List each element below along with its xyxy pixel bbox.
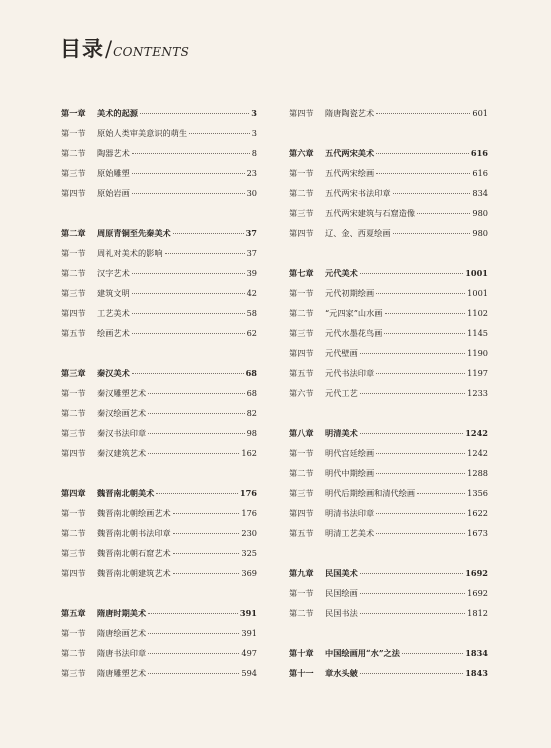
toc-entry-number: 第三节 (289, 208, 314, 218)
toc-entry-number: 第一章 (61, 108, 86, 118)
toc-page-number: 42 (246, 288, 257, 298)
toc-entry-number: 第三章 (61, 368, 86, 378)
toc-entry-number: 第三节 (61, 288, 86, 298)
toc-dot-leader (189, 133, 250, 134)
toc-page-number: 1812 (467, 608, 488, 618)
toc-entry-number: 第四节 (61, 448, 86, 458)
toc-page-number: 3 (251, 108, 257, 118)
toc-page-number: 369 (241, 568, 257, 578)
toc-section-row[interactable] (289, 583, 488, 603)
toc-entry-number: 第七章 (289, 268, 314, 278)
toc-entry-title: 民国绘画 (325, 588, 358, 598)
toc-dot-leader (173, 573, 240, 574)
toc-entry-number: 第四节 (289, 348, 314, 358)
toc-entry-number: 第四节 (61, 308, 86, 318)
toc-section-row[interactable] (61, 563, 257, 583)
toc-page-number: 30 (246, 188, 257, 198)
toc-left-column (61, 103, 257, 683)
toc-entry-number: 第三节 (289, 328, 314, 338)
toc-entry-title: 汉字艺术 (97, 268, 130, 278)
toc-entry-number: 第五节 (61, 328, 86, 338)
toc-entry-title: 魏晋南北朝美术 (97, 488, 155, 498)
toc-entry-title: 民国书法 (325, 608, 358, 618)
toc-dot-leader (156, 493, 238, 494)
toc-entry-title: 工艺美术 (97, 308, 130, 318)
toc-section-row[interactable] (289, 343, 488, 363)
toc-entry-number: 第一节 (289, 588, 314, 598)
toc-page-number: 176 (239, 488, 257, 498)
toc-section-row[interactable] (289, 163, 488, 183)
toc-dot-leader (376, 153, 469, 154)
toc-section-row[interactable] (61, 163, 257, 183)
toc-dot-leader (376, 293, 465, 294)
toc-section-row[interactable] (61, 543, 257, 563)
toc-entry-number: 第四节 (61, 568, 86, 578)
toc-section-row[interactable] (289, 103, 488, 123)
toc-section-row[interactable] (61, 283, 257, 303)
toc-entry-number: 第二节 (289, 188, 314, 198)
toc-entry-number: 第五章 (61, 608, 86, 618)
toc-page-number: 616 (472, 168, 488, 178)
toc-entry-title: 元代工艺 (325, 388, 358, 398)
toc-entry-title: 秦汉绘画艺术 (97, 408, 147, 418)
toc-entry-number: 第一节 (61, 128, 86, 138)
toc-entry-title: “元四家”山水画 (325, 308, 383, 318)
toc-dot-leader (132, 273, 245, 274)
toc-entry-title: 隋唐陶瓷艺术 (325, 108, 375, 118)
toc-entry-number: 第二节 (61, 528, 86, 538)
toc-page-number: 325 (241, 548, 257, 558)
toc-dot-leader (360, 673, 463, 674)
toc-entry-title: 元代水墨花鸟画 (325, 328, 383, 338)
toc-right-column (289, 103, 488, 683)
toc-section-row[interactable] (289, 523, 488, 543)
toc-entry-number: 第四节 (289, 228, 314, 238)
toc-section-row[interactable] (289, 503, 488, 523)
toc-section-row[interactable] (61, 303, 257, 323)
toc-dot-leader (148, 433, 244, 434)
toc-page-number: 391 (241, 628, 257, 638)
toc-page-number: 391 (239, 608, 257, 618)
toc-dot-leader (132, 153, 250, 154)
toc-dot-leader (148, 653, 239, 654)
toc-section-row[interactable] (289, 183, 488, 203)
toc-page-number: 230 (241, 528, 257, 538)
toc-spacer (289, 623, 488, 643)
toc-dot-leader (376, 113, 470, 114)
toc-page-number: 62 (246, 328, 257, 338)
toc-section-row[interactable] (61, 623, 257, 643)
toc-entry-title: 魏晋南北朝绘画艺术 (97, 508, 171, 518)
toc-dot-leader (376, 533, 465, 534)
toc-page-number: 58 (246, 308, 257, 318)
toc-entry-number: 第八章 (289, 428, 314, 438)
toc-dot-leader (173, 513, 240, 514)
toc-dot-leader (132, 333, 245, 334)
toc-dot-leader (140, 113, 249, 114)
toc-entry-title: 建筑文明 (97, 288, 130, 298)
toc-chapter-row[interactable] (289, 643, 488, 663)
toc-entry-title: 明清书法印章 (325, 508, 375, 518)
title-slash: / (105, 37, 113, 61)
toc-entry-title: 民国美术 (325, 568, 358, 578)
toc-entry-title: 绘画艺术 (97, 328, 130, 338)
toc-entry-number: 第一节 (289, 448, 314, 458)
toc-entry-title: 魏晋南北朝石窟艺术 (97, 548, 171, 558)
toc-page-number: 1356 (467, 488, 488, 498)
toc-entry-title: 秦汉建筑艺术 (97, 448, 147, 458)
toc-section-row[interactable] (289, 363, 488, 383)
toc-spacer (289, 243, 488, 263)
toc-entry-number: 第一节 (61, 628, 86, 638)
toc-section-row[interactable] (289, 383, 488, 403)
toc-entry-title: 元代书法印章 (325, 368, 375, 378)
toc-entry-title: 明清美术 (325, 428, 358, 438)
toc-section-row[interactable] (61, 503, 257, 523)
toc-entry-title: 隋唐时期美术 (97, 608, 147, 618)
toc-page-number: 82 (246, 408, 257, 418)
toc-dot-leader (132, 293, 245, 294)
toc-entry-number: 第四章 (61, 488, 86, 498)
toc-dot-leader (360, 573, 463, 574)
title-english: CONTENTS (113, 45, 190, 59)
toc-page-number: 1233 (467, 388, 488, 398)
toc-dot-leader (393, 233, 471, 234)
toc-dot-leader (148, 413, 244, 414)
toc-spacer (289, 403, 488, 423)
toc-dot-leader (165, 253, 245, 254)
toc-entry-title: 辽、金、西夏绘画 (325, 228, 391, 238)
toc-entry-number: 第二节 (61, 408, 86, 418)
toc-section-row[interactable] (61, 663, 257, 683)
toc-section-row[interactable] (61, 143, 257, 163)
toc-entry-number: 第三节 (61, 668, 86, 678)
toc-chapter-row[interactable] (289, 563, 488, 583)
toc-page-number: 1001 (467, 288, 488, 298)
toc-entry-number: 第四节 (289, 108, 314, 118)
toc-entry-title: 明代中期绘画 (325, 468, 375, 478)
toc-dot-leader (360, 593, 465, 594)
toc-dot-leader (360, 433, 463, 434)
toc-entry-number: 第一节 (289, 288, 314, 298)
toc-page-number: 1197 (467, 368, 488, 378)
toc-entry-number: 第一节 (61, 388, 86, 398)
toc-dot-leader (132, 173, 245, 174)
toc-entry-number: 第五节 (289, 528, 314, 538)
toc-chapter-row[interactable] (61, 363, 257, 383)
toc-section-row[interactable] (289, 223, 488, 243)
toc-spacer (289, 123, 488, 143)
toc-entry-title: 隋唐绘画艺术 (97, 628, 147, 638)
toc-chapter-row[interactable] (289, 143, 488, 163)
toc-entry-title: 秦汉书法印章 (97, 428, 147, 438)
toc-dot-leader (173, 533, 240, 534)
toc-page-number: 980 (472, 208, 488, 218)
toc-page-number: 1102 (467, 308, 488, 318)
toc-page-number: 68 (246, 388, 257, 398)
toc-section-row[interactable] (289, 303, 488, 323)
toc-entry-number: 第九章 (289, 568, 314, 578)
toc-page-number: 1692 (467, 588, 488, 598)
toc-section-row[interactable] (289, 603, 488, 623)
toc-chapter-row[interactable] (61, 603, 257, 623)
toc-dot-leader (402, 653, 463, 654)
toc-dot-leader (376, 373, 465, 374)
toc-entry-title: 原始人类审美意识的萌生 (97, 128, 188, 138)
toc-spacer (61, 463, 257, 483)
toc-entry-title: 周原青铜至先秦美术 (97, 228, 171, 238)
toc-entry-title: 秦汉雕塑艺术 (97, 388, 147, 398)
toc-page-number: 37 (246, 248, 257, 258)
toc-entry-title: 元代初期绘画 (325, 288, 375, 298)
toc-page-number: 1673 (467, 528, 488, 538)
toc-page-number: 176 (241, 508, 257, 518)
toc-entry-title: 原始岩画 (97, 188, 130, 198)
toc-entry-number: 第一节 (289, 168, 314, 178)
toc-page-number: 1622 (467, 508, 488, 518)
toc-chapter-row[interactable] (61, 483, 257, 503)
toc-page-number: 497 (241, 648, 257, 658)
toc-chapter-row[interactable] (61, 103, 257, 123)
toc-entry-number: 第三节 (61, 548, 86, 558)
page-title (60, 33, 189, 63)
toc-dot-leader (417, 213, 470, 214)
toc-entry-number: 第四节 (289, 508, 314, 518)
toc-entry-number: 第三节 (61, 428, 86, 438)
toc-dot-leader (376, 513, 465, 514)
toc-page-number: 1843 (465, 668, 488, 678)
toc-section-row[interactable] (61, 423, 257, 443)
toc-section-row[interactable] (61, 403, 257, 423)
toc-entry-title: 五代两宋绘画 (325, 168, 375, 178)
toc-page-number: 68 (245, 368, 257, 378)
toc-section-row[interactable] (61, 443, 257, 463)
toc-page-number: 834 (472, 188, 488, 198)
toc-entry-number: 第一节 (61, 248, 86, 258)
toc-entry-title: 五代两宋美术 (325, 148, 375, 158)
toc-section-row[interactable] (61, 523, 257, 543)
toc-entry-title: 明代宫廷绘画 (325, 448, 375, 458)
toc-entry-number: 第六节 (289, 388, 314, 398)
toc-chapter-row[interactable] (289, 263, 488, 283)
toc-spacer (61, 203, 257, 223)
toc-entry-number: 第二节 (61, 648, 86, 658)
toc-section-row[interactable] (61, 183, 257, 203)
toc-dot-leader (148, 613, 238, 614)
toc-page-number: 1242 (465, 428, 488, 438)
toc-dot-leader (360, 613, 465, 614)
toc-dot-leader (173, 233, 244, 234)
toc-entry-title: 魏晋南北朝建筑艺术 (97, 568, 171, 578)
toc-section-row[interactable] (61, 123, 257, 143)
toc-dot-leader (417, 493, 465, 494)
toc-page-number: 1190 (467, 348, 488, 358)
toc-entry-title: 元代美术 (325, 268, 358, 278)
toc-section-row[interactable] (289, 443, 488, 463)
toc-dot-leader (385, 313, 466, 314)
toc-entry-number: 第二节 (289, 308, 314, 318)
toc-entry-number: 第一节 (61, 508, 86, 518)
toc-section-row[interactable] (289, 463, 488, 483)
toc-dot-leader (376, 473, 465, 474)
toc-entry-title: 五代两宋书法印章 (325, 188, 391, 198)
toc-section-row[interactable] (61, 243, 257, 263)
toc-entry-title: 元代壁画 (325, 348, 358, 358)
toc-section-row[interactable] (289, 203, 488, 223)
toc-dot-leader (132, 373, 244, 374)
toc-entry-title: 原始雕塑 (97, 168, 130, 178)
toc-dot-leader (148, 453, 239, 454)
toc-entry-number: 第六章 (289, 148, 314, 158)
toc-entry-title: 隋唐书法印章 (97, 648, 147, 658)
toc-dot-leader (360, 353, 465, 354)
toc-entry-title: 美术的起源 (97, 108, 138, 118)
toc-section-row[interactable] (289, 483, 488, 503)
toc-entry-title: 明清工艺美术 (325, 528, 375, 538)
toc-page-number: 1692 (465, 568, 488, 578)
toc-chapter-row[interactable] (61, 223, 257, 243)
toc-page-number: 39 (246, 268, 257, 278)
toc-entry-number: 第四节 (61, 188, 86, 198)
toc-page-number: 980 (472, 228, 488, 238)
toc-entry-title: 章水头皴 (325, 668, 358, 678)
toc-entry-number: 第二章 (61, 228, 86, 238)
toc-dot-leader (132, 313, 245, 314)
toc-dot-leader (173, 553, 240, 554)
toc-entry-title: 五代两宋建筑与石窟造像 (325, 208, 416, 218)
toc-entry-number: 第二节 (61, 268, 86, 278)
toc-entry-title: 明代后期绘画和清代绘画 (325, 488, 416, 498)
toc-page-number: 616 (470, 148, 488, 158)
toc-dot-leader (384, 333, 465, 334)
toc-dot-leader (360, 273, 463, 274)
toc-entry-title: 中国绘画用“水”之法 (325, 648, 400, 658)
toc-entry-number: 第十章 (289, 648, 314, 658)
toc-page-number: 1145 (467, 328, 488, 338)
toc-dot-leader (148, 673, 239, 674)
toc-page-number: 601 (472, 108, 488, 118)
toc-page-number: 594 (241, 668, 257, 678)
toc-chapter-row[interactable] (289, 423, 488, 443)
toc-spacer (61, 583, 257, 603)
toc-entry-number: 第十一 (289, 668, 314, 678)
toc-chapter-row[interactable] (289, 663, 488, 683)
toc-dot-leader (148, 393, 244, 394)
title-chinese: 目录 (60, 36, 104, 61)
toc-entry-title: 隋唐雕塑艺术 (97, 668, 147, 678)
toc-entry-title: 魏晋南北朝书法印章 (97, 528, 171, 538)
toc-spacer (61, 343, 257, 363)
toc-page-number: 1288 (467, 468, 488, 478)
toc-entry-number: 第二节 (61, 148, 86, 158)
toc-page-number: 23 (246, 168, 257, 178)
toc-page-number: 162 (241, 448, 257, 458)
toc-dot-leader (376, 453, 465, 454)
toc-entry-number: 第二节 (289, 468, 314, 478)
toc-page-number: 37 (245, 228, 257, 238)
toc-section-row[interactable] (289, 283, 488, 303)
toc-dot-leader (393, 193, 471, 194)
toc-entry-number: 第五节 (289, 368, 314, 378)
toc-spacer (289, 543, 488, 563)
toc-page-number: 1242 (467, 448, 488, 458)
toc-page-number: 98 (246, 428, 257, 438)
toc-section-row[interactable] (61, 323, 257, 343)
toc-entry-number: 第三节 (289, 488, 314, 498)
toc-section-row[interactable] (289, 323, 488, 343)
toc-page-number: 3 (251, 128, 257, 138)
toc-page-number: 1001 (465, 268, 488, 278)
toc-dot-leader (148, 633, 239, 634)
toc-dot-leader (360, 393, 465, 394)
toc-entry-title: 周礼对美术的影响 (97, 248, 163, 258)
toc-section-row[interactable] (61, 643, 257, 663)
toc-page-number: 1834 (465, 648, 488, 658)
toc-entry-number: 第三节 (61, 168, 86, 178)
toc-entry-title: 秦汉美术 (97, 368, 130, 378)
toc-page-number: 8 (251, 148, 257, 158)
toc-entry-number: 第二节 (289, 608, 314, 618)
toc-entry-title: 陶器艺术 (97, 148, 130, 158)
toc-dot-leader (376, 173, 470, 174)
toc-dot-leader (132, 193, 245, 194)
toc-section-row[interactable] (61, 383, 257, 403)
toc-section-row[interactable] (61, 263, 257, 283)
